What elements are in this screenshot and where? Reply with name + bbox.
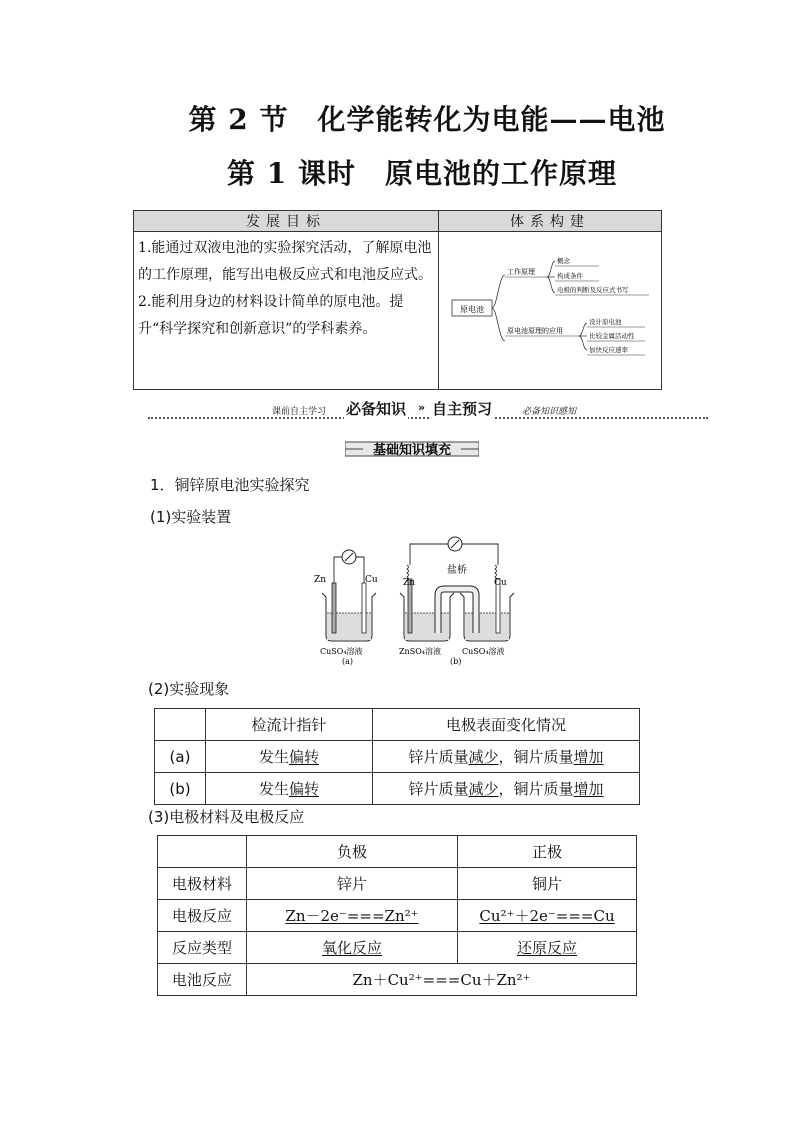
label-b: (b) (450, 657, 462, 666)
fill-in-tag (345, 440, 479, 458)
phen-row-label: (a) (155, 741, 206, 773)
table-row (158, 868, 637, 900)
phen-header-1: 检流计指针 (206, 709, 373, 741)
elec-type-pos: 还原反应 (458, 932, 637, 964)
apparatus-figure (310, 535, 520, 670)
banner-left-small: 课前自主学习 (272, 404, 330, 417)
banner-big-2: 自主预习 (432, 400, 493, 418)
concept-root: 原电池 (460, 304, 484, 314)
banner-right-small: 必备知识感知 (518, 404, 576, 417)
concept-b2-item-3: 加快反应速率 (589, 345, 628, 354)
table-row (155, 741, 640, 773)
elec-row-label: 电极材料 (158, 868, 247, 900)
electrode-table (157, 835, 637, 996)
table-row (158, 900, 637, 932)
framework-header: 体系构建 (439, 211, 662, 232)
phen-row-label: (b) (155, 773, 206, 805)
label-zn-b: Zn (403, 578, 416, 588)
banner-dotted-line (148, 417, 708, 419)
elec-cell-reaction: Zn＋Cu²⁺===Cu＋Zn²⁺ (247, 964, 637, 996)
elec-header-neg: 负极 (247, 836, 458, 868)
phen-pointer: 发生偏转 (206, 773, 373, 805)
elec-reaction-neg: Zn－2e⁻===Zn²⁺ (247, 900, 458, 932)
phen-pointer: 发生偏转 (206, 741, 373, 773)
sub-heading-3: (3)电极材料及电极反应 (148, 808, 305, 826)
elec-material-pos: 铜片 (458, 868, 637, 900)
elec-header-pos: 正极 (458, 836, 637, 868)
concept-b1-item-2: 构成条件 (557, 271, 583, 280)
label-znso4: ZnSO₄溶液 (399, 647, 441, 656)
label-a: (a) (342, 657, 354, 666)
phen-header-0 (155, 709, 206, 741)
phen-header-2: 电极表面变化情况 (373, 709, 640, 741)
table-row (158, 964, 637, 996)
lesson-title: 第 1 课时 原电池的工作原理 (227, 157, 617, 190)
banner-arrow-icon: » (418, 401, 426, 414)
concept-branch-1: 工作原理 (507, 267, 535, 276)
concept-branch-2: 原电池原理的应用 (507, 326, 563, 335)
goals-text (134, 232, 439, 390)
phen-change: 锌片质量减少，铜片质量增加 (373, 773, 640, 805)
table-row (155, 773, 640, 805)
tag-label: 基础知识填充 (372, 443, 452, 458)
label-salt-bridge: 盐桥 (447, 565, 467, 576)
goal-1: 1.能通过双液电池的实验探究活动，了解原电池的工作原理，能写出电极反应式和电池反应式。 (138, 240, 432, 283)
concept-b1-item-3: 电极的判断及反应式书写 (557, 285, 629, 294)
goals-table (133, 210, 662, 390)
elec-reaction-pos: Cu²⁺＋2e⁻===Cu (458, 900, 637, 932)
apparatus-b (399, 537, 514, 666)
goals-header: 发展目标 (134, 211, 439, 232)
elec-header-0 (158, 836, 247, 868)
table-row (158, 932, 637, 964)
elec-type-neg: 氧化反应 (247, 932, 458, 964)
apparatus-a (314, 550, 378, 666)
label-cu-a: Cu (365, 575, 378, 585)
sub-heading-2: (2)实验现象 (148, 680, 230, 698)
label-cu-b: Cu (494, 578, 507, 588)
label-zn-a: Zn (314, 575, 327, 585)
sub-heading-1: (1)实验装置 (150, 508, 232, 526)
concept-b2-item-2: 比较金属活动性 (589, 331, 635, 340)
elec-row-label: 电极反应 (158, 900, 247, 932)
heading-1: 1．铜锌原电池实验探究 (150, 476, 310, 494)
goal-2: 2.能利用身边的材料设计简单的原电池。提升“科学探究和创新意识”的学科素养。 (138, 294, 404, 337)
phenomena-table (154, 708, 640, 805)
elec-row-label: 电池反应 (158, 964, 247, 996)
concept-b2-item-1: 设计原电池 (589, 317, 622, 326)
banner-big-1: 必备知识 (346, 400, 407, 418)
label-cuso4-a: CuSO₄溶液 (320, 647, 363, 656)
concept-map (439, 233, 661, 385)
phen-change: 锌片质量减少，铜片质量增加 (373, 741, 640, 773)
label-cuso4-b: CuSO₄溶液 (462, 647, 505, 656)
concept-map-cell (439, 232, 662, 390)
elec-material-neg: 锌片 (247, 868, 458, 900)
section-title: 第 2 节 化学能转化为电能——电池 (188, 103, 666, 136)
concept-b1-item-1: 概念 (557, 256, 570, 265)
section-banner (148, 398, 708, 420)
elec-row-label: 反应类型 (158, 932, 247, 964)
